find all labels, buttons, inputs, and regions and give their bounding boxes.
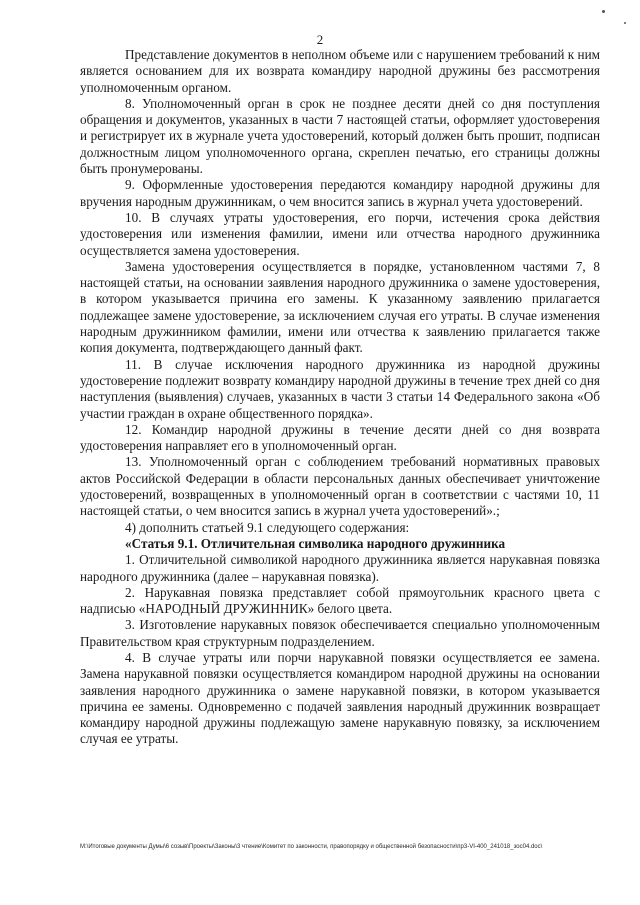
- paragraph: 11. В случае исключения народного дружинника из народной дружины удостоверение подлежит возврату командиру народной дружины в течение трех дней со дня наступления (выявления) случаев, указанных в части 3 статьи 14 Федерального закона «Об участии граждан в охране общественного порядка».: [80, 356, 600, 421]
- scan-speck: [624, 22, 626, 24]
- file-path-footer: M:\Итоговые документы Думы\6 созыв\Проекты\Законы\3 чтение\Комитет по законности, правопорядку и общественной безопасности\пр3-VI-400_241018_зос04.doc\: [80, 844, 543, 850]
- page-number: 2: [316, 32, 324, 47]
- scan-speck: [602, 10, 605, 13]
- document-body: [80, 47, 600, 748]
- paragraph: 2. Нарукавная повязка представляет собой прямоугольник красного цвета с надписью «НАРОДНЫЙ ДРУЖИННИК» белого цвета.: [80, 584, 600, 617]
- paragraph: 9. Оформленные удостоверения передаются командиру народной дружины для вручения народным дружинникам, о чем вносится запись в журнал учета удостоверений.: [80, 177, 600, 209]
- paragraph: 12. Командир народной дружины в течение десяти дней со дня возврата удостоверения направляет его в уполномоченный орган.: [80, 421, 600, 454]
- paragraph: Замена удостоверения осуществляется в порядке, установленном частями 7, 8 настоящей статьи, на основании заявления народного дружинника о замене удостоверения, в котором указывается причина его замены. К указанному заявлению прилагается подлежащее замене удостоверение, за исключением случая его утраты. В случае изменения народным дружинником фамилии, имени или отчества к заявлению прилагается также копия документа, подтверждающего данный факт.: [80, 258, 600, 356]
- paragraph: 3. Изготовление нарукавных повязок обеспечивается специально уполномоченным Правительством края структурным подразделением.: [80, 617, 600, 649]
- paragraph: 4) дополнить статьей 9.1 следующего содержания:: [125, 519, 410, 535]
- article-heading: «Статья 9.1. Отличительная символика народного дружинника: [125, 535, 506, 551]
- paragraph: 4. В случае утраты или порчи нарукавной повязки осуществляется ее замена. Замена нарукавной повязки осуществляется командиром народной дружины на основании заявления народного дружинника о замене нарукавной повязки, в котором указывается причина ее замены. Одновременно с подачей заявления народный дружинник возвращает командиру народной дружины подлежащую замене нарукавную повязку, за исключением случая ее утраты.: [80, 649, 600, 747]
- paragraph: 1. Отличительной символикой народного дружинника является нарукавная повязка народного дружинника (далее – нарукавная повязка).: [80, 552, 600, 584]
- paragraph: Представление документов в неполном объеме или с нарушением требований к ним является основанием для их возврата командиру народной дружины без рассмотрения уполномоченным органом.: [80, 47, 600, 95]
- paragraph: 10. В случаях утраты удостоверения, его порчи, истечения срока действия удостоверения или изменения фамилии, имени или отчества народного дружинника осуществляется замена удостоверения.: [80, 209, 600, 258]
- paragraph: 8. Уполномоченный орган в срок не позднее десяти дней со дня поступления обращения и документов, указанных в части 7 настоящей статьи, оформляет удостоверения и регистрирует их в журнале учета удостоверений, который должен быть прошит, подписан должностным лицом уполномоченного органа, скреплен печатью, его страницы должны быть пронумерованы.: [80, 95, 600, 177]
- paragraph: 13. Уполномоченный орган с соблюдением требований нормативных правовых актов Российской Федерации в области персональных данных обеспечивает уничтожение удостоверений, возвращенных в уполномоченный орган в соответствии с частями 10, 11 настоящей статьи, о чем вносится запись в журнал учета удостоверений».;: [80, 454, 600, 519]
